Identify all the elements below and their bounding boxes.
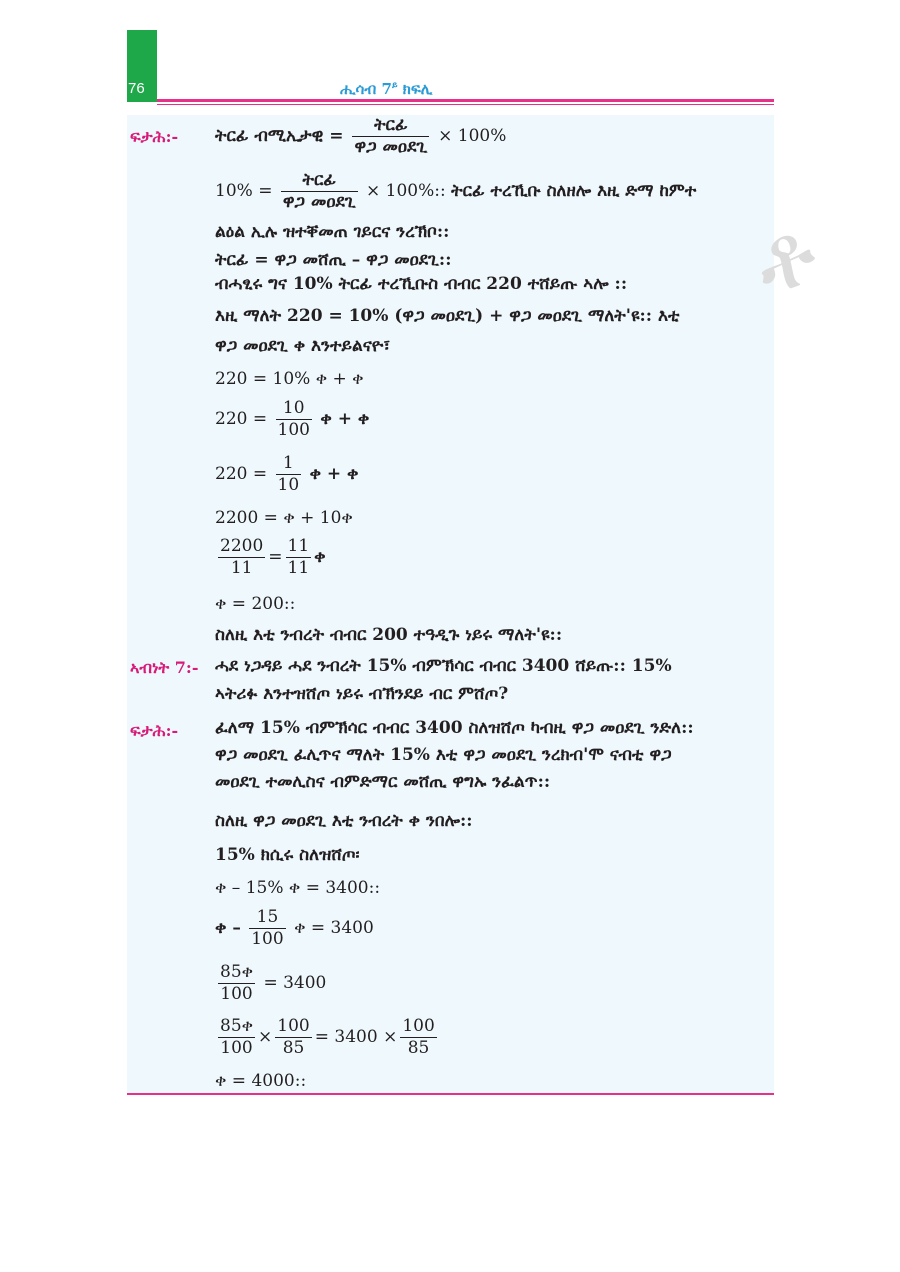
equation-2: 10% = $\frac{\text{ትርፊ}}{\text{ዋጋ መዐደጊ}}$ × 100%:: ትርፊ ተረኺቡ ስለዘሎ እዚ ድማ ከምተ [215,170,697,212]
step-3: 220 = $\frac{1}{10}$ ቀ + ቀ [215,453,359,495]
paragraph-1: ልዕል ኢሉ ዝተቐመጠ ገይርና ንረኽቦ:: [215,222,450,242]
solution-2-step-1: ቀ – 15% ቀ = 3400:: [215,878,381,898]
step-6: ቀ = 200:: [215,594,296,614]
paragraph-4: እዚ ማለት 220 = 10% (ዋጋ መዐደጊ) + ዋጋ መዐደጊ ማለት'ዩ:: እቲ [215,306,680,326]
running-header: ሒሳብ $7^ይ$ ክፍሊ [340,80,433,98]
paragraph-3: ብሓፂሩ ግና 10% ትርፊ ተረኺቡስ ብብር 220 ተሸይጡ ኣሎ :: [215,274,628,294]
paragraph-2: ትርፊ = ዋጋ መሸጢ – ዋጋ መዐደጊ:: [215,250,452,270]
conclusion-1: ስለዚ እቲ ንብረት ብብር 200 ተዓዲጉ ነይሩ ማለት'ዩ:: [215,625,563,645]
step-2: 220 = $\frac{10}{100}$ ቀ + ቀ [215,398,370,440]
example-7-line-2: ኣትሪፉ እንተዝሸጦ ነይሩ ብኽንደይ ብር ምሸጦ? [215,684,509,704]
step-1: 220 = 10% ቀ + ቀ [215,369,364,389]
page-number: 76 [128,80,145,97]
header-rule [157,99,774,102]
solution-2-line-3: መዐደጊ ተመሊስና ብምድማር መሸጢ ዋግኡ ንፈልጥ:: [215,772,551,792]
solution-2-line-5: 15% ክሲሩ ስለዝሸጦ፡ [215,845,360,865]
header-rule-thin [157,104,774,105]
solution-2-line-1: ፈለማ 15% ብምኽሳር ብብር 3400 ስለዝሸጦ ካብዚ ዋጋ መዐደጊ ንድለ:: [215,718,694,738]
paragraph-5: ዋጋ መዐደጊ ቀ እንተይልናዮ፣ [215,336,391,356]
solution-2-step-3: $\frac{\text{85ቀ}}{100}$ = 3400 [220,962,327,1004]
watermark: ቶ [738,198,831,317]
solution-2-step-5: ቀ = 4000:: [215,1071,307,1091]
footer-rule [127,1093,774,1095]
solution-2-line-2: ዋጋ መዐደጊ ፈሊጥና ማለት 15% እቲ ዋጋ መዐደጊ ንረክብ'ሞ ናብቲ ዋጋ [215,745,672,765]
solution-label-2: ፍታሕ:- [130,721,179,740]
step-4: 2200 = ቀ + 10ቀ [215,508,353,528]
solution-label: ፍታሕ:- [130,127,179,146]
solution-2-line-4: ስለዚ ዋጋ መዐደጊ እቲ ንብረት ቀ ንበሎ:: [215,811,473,831]
example-label: ኣብነት 7:- [130,658,199,677]
solution-2-step-4: $\frac{\text{85ቀ}}{100}$ × $\frac{100}{85}$ = 3400 × $\frac{100}{85}$ [220,1016,435,1058]
step-5: $\frac{2200}{11}$ = $\frac{11}{11}$ ቀ [220,536,326,578]
example-7-line-1: ሓደ ነጋዳይ ሓደ ንብረት 15% ብምኽሳር ብብር 3400 ሸይጡ:: 15% [215,656,672,676]
solution-2-step-2: ቀ – $\frac{15}{100}$ ቀ = 3400 [215,907,374,949]
equation-1: ትርፊ ብሚኢታዊ = $\frac{\text{ትርፊ}}{\text{ዋጋ መዐደጊ}}$ × 100% [215,115,507,157]
